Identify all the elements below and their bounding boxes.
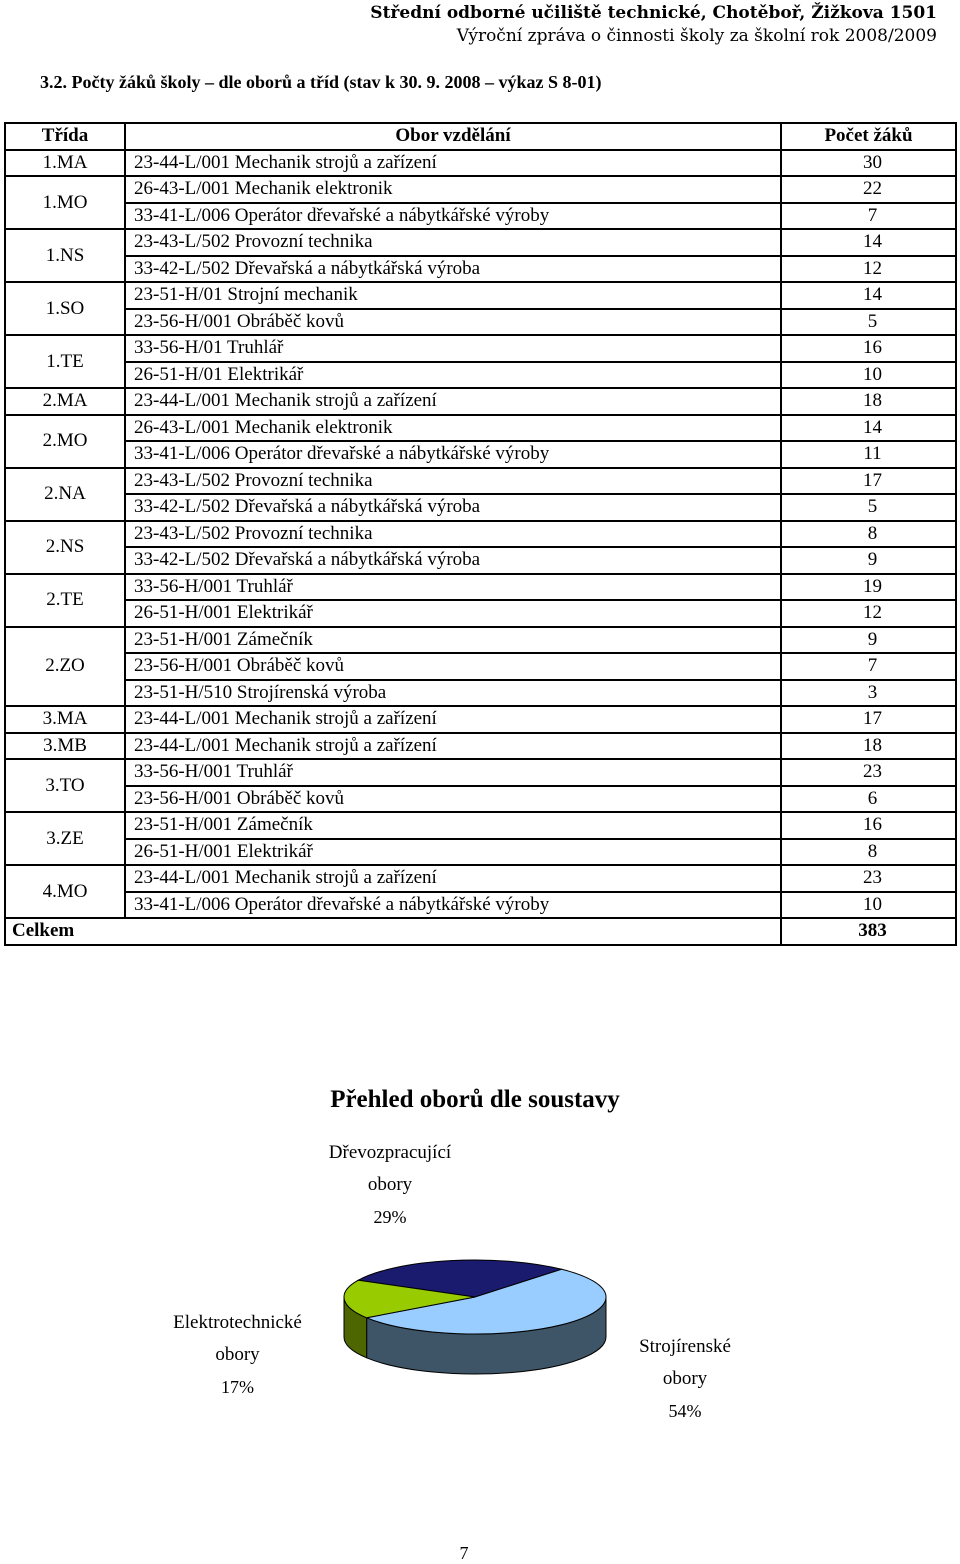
- field-cell: 23-44-L/001 Mechanik strojů a zařízení: [125, 706, 781, 733]
- count-cell: 19: [781, 574, 956, 601]
- table-row: [5, 468, 956, 495]
- table-row: [5, 335, 956, 362]
- table-row: [5, 786, 956, 813]
- count-cell: 11: [781, 441, 956, 468]
- field-cell: 23-44-L/001 Mechanik strojů a zařízení: [125, 865, 781, 892]
- table-row: [5, 521, 956, 548]
- count-cell: 16: [781, 335, 956, 362]
- class-cell: 3.TO: [5, 759, 125, 812]
- field-cell: 33-42-L/502 Dřevařská a nábytkářská výroba: [125, 256, 781, 283]
- field-cell: 23-44-L/001 Mechanik strojů a zařízení: [125, 150, 781, 177]
- count-cell: 12: [781, 256, 956, 283]
- field-cell: 23-43-L/502 Provozní technika: [125, 521, 781, 548]
- field-cell: 23-44-L/001 Mechanik strojů a zařízení: [125, 388, 781, 415]
- field-cell: 26-43-L/001 Mechanik elektronik: [125, 415, 781, 442]
- count-cell: 6: [781, 786, 956, 813]
- count-cell: 5: [781, 494, 956, 521]
- field-cell: 26-43-L/001 Mechanik elektronik: [125, 176, 781, 203]
- pie-label-line: Elektrotechnické: [173, 1312, 302, 1333]
- class-cell: 2.NS: [5, 521, 125, 574]
- count-cell: 14: [781, 229, 956, 256]
- field-cell: 33-56-H/01 Truhlář: [125, 335, 781, 362]
- field-cell: 23-51-H/001 Zámečník: [125, 812, 781, 839]
- field-cell: 26-51-H/001 Elektrikář: [125, 600, 781, 627]
- count-cell: 8: [781, 839, 956, 866]
- class-cell: 3.MB: [5, 733, 125, 760]
- count-cell: 23: [781, 759, 956, 786]
- count-cell: 23: [781, 865, 956, 892]
- school-name: Střední odborné učiliště technické, Chotěboř, Žižkova 1501: [370, 3, 937, 23]
- total-label: Celkem: [5, 918, 781, 945]
- table-row: [5, 362, 956, 389]
- table-row: [5, 812, 956, 839]
- count-cell: 9: [781, 627, 956, 654]
- count-cell: 18: [781, 733, 956, 760]
- table-row: [5, 282, 956, 309]
- field-cell: 23-51-H/510 Strojírenská výroba: [125, 680, 781, 707]
- total-row: [5, 918, 956, 945]
- field-cell: 23-43-L/502 Provozní technika: [125, 229, 781, 256]
- pie-slice-label: [600, 1331, 770, 1427]
- pie-percent-label: 17%: [221, 1377, 254, 1397]
- class-cell: 1.TE: [5, 335, 125, 388]
- count-cell: 14: [781, 282, 956, 309]
- table-row: [5, 388, 956, 415]
- table-row: [5, 865, 956, 892]
- table-body: [5, 150, 956, 945]
- pie-slice-label: [300, 1137, 480, 1233]
- class-cell: 4.MO: [5, 865, 125, 918]
- class-cell: 2.MO: [5, 415, 125, 468]
- pie-label-line: obory: [662, 1368, 708, 1389]
- table-row: [5, 892, 956, 919]
- field-cell: 23-56-H/001 Obráběč kovů: [125, 786, 781, 813]
- pie-percent-label: 29%: [373, 1207, 407, 1227]
- pie-label-line: Dřevozpracující: [328, 1142, 452, 1163]
- count-cell: 7: [781, 653, 956, 680]
- field-cell: 23-56-H/001 Obráběč kovů: [125, 309, 781, 336]
- field-cell: 33-41-L/006 Operátor dřevařské a nábytkářské výroby: [125, 203, 781, 230]
- table-row: [5, 309, 956, 336]
- count-cell: 30: [781, 150, 956, 177]
- field-cell: 33-41-L/006 Operátor dřevařské a nábytkářské výroby: [125, 892, 781, 919]
- count-cell: 12: [781, 600, 956, 627]
- field-cell: 33-42-L/502 Dřevařská a nábytkářská výroba: [125, 494, 781, 521]
- count-cell: 5: [781, 309, 956, 336]
- table-row: [5, 150, 956, 177]
- class-cell: 2.ZO: [5, 627, 125, 707]
- column-header-count: Počet žáků: [781, 123, 956, 150]
- count-cell: 10: [781, 362, 956, 389]
- count-cell: 3: [781, 680, 956, 707]
- table-row: [5, 441, 956, 468]
- field-cell: 23-43-L/502 Provozní technika: [125, 468, 781, 495]
- table-row: [5, 839, 956, 866]
- count-cell: 14: [781, 415, 956, 442]
- field-cell: 33-41-L/006 Operátor dřevařské a nábytkářské výroby: [125, 441, 781, 468]
- column-header-field: Obor vzdělání: [125, 123, 781, 150]
- table-row: [5, 733, 956, 760]
- enrollment-table: [4, 122, 957, 946]
- class-cell: 1.MA: [5, 150, 125, 177]
- page-number: 7: [459, 1543, 469, 1563]
- class-cell: 3.ZE: [5, 812, 125, 865]
- table-row: [5, 680, 956, 707]
- class-cell: 1.SO: [5, 282, 125, 335]
- pie-label-line: obory: [215, 1344, 260, 1365]
- table-row: [5, 706, 956, 733]
- chart-title: Přehled oborů dle soustavy: [330, 1086, 620, 1113]
- pie-slice-label: [140, 1307, 335, 1403]
- count-cell: 17: [781, 468, 956, 495]
- table-row: [5, 574, 956, 601]
- table-row: [5, 415, 956, 442]
- count-cell: 17: [781, 706, 956, 733]
- field-cell: 23-56-H/001 Obráběč kovů: [125, 653, 781, 680]
- class-cell: 2.NA: [5, 468, 125, 521]
- table-row: [5, 203, 956, 230]
- table-row: [5, 494, 956, 521]
- table-row: [5, 547, 956, 574]
- class-cell: 1.NS: [5, 229, 125, 282]
- total-value: 383: [781, 918, 956, 945]
- table-row: [5, 256, 956, 283]
- field-cell: 26-51-H/01 Elektrikář: [125, 362, 781, 389]
- section-title: 3.2. Počty žáků školy – dle oborů a tříd (stav k 30. 9. 2008 – výkaz S 8-01): [40, 72, 602, 92]
- column-header-class: Třída: [5, 123, 125, 150]
- page-header: [370, 2, 937, 48]
- table-row: [5, 653, 956, 680]
- field-cell: 23-51-H/01 Strojní mechanik: [125, 282, 781, 309]
- count-cell: 22: [781, 176, 956, 203]
- class-cell: 3.MA: [5, 706, 125, 733]
- table-row: [5, 600, 956, 627]
- table-row: [5, 627, 956, 654]
- count-cell: 8: [781, 521, 956, 548]
- class-cell: 2.MA: [5, 388, 125, 415]
- field-cell: 23-51-H/001 Zámečník: [125, 627, 781, 654]
- table-row: [5, 176, 956, 203]
- count-cell: 9: [781, 547, 956, 574]
- class-cell: 2.TE: [5, 574, 125, 627]
- report-title: Výroční zpráva o činnosti školy za školní rok 2008/2009: [456, 26, 937, 46]
- table-header-row: [5, 123, 956, 150]
- field-cell: 33-42-L/502 Dřevařská a nábytkářská výroba: [125, 547, 781, 574]
- table-row: [5, 229, 956, 256]
- count-cell: 16: [781, 812, 956, 839]
- pie-percent-label: 54%: [668, 1401, 702, 1421]
- table-row: [5, 759, 956, 786]
- field-cell: 33-56-H/001 Truhlář: [125, 574, 781, 601]
- count-cell: 18: [781, 388, 956, 415]
- class-cell: 1.MO: [5, 176, 125, 229]
- field-cell: 33-56-H/001 Truhlář: [125, 759, 781, 786]
- pie-label-line: obory: [367, 1174, 413, 1195]
- count-cell: 7: [781, 203, 956, 230]
- count-cell: 10: [781, 892, 956, 919]
- pie-label-line: Strojírenské: [639, 1336, 731, 1357]
- field-cell: 23-44-L/001 Mechanik strojů a zařízení: [125, 733, 781, 760]
- field-cell: 26-51-H/001 Elektrikář: [125, 839, 781, 866]
